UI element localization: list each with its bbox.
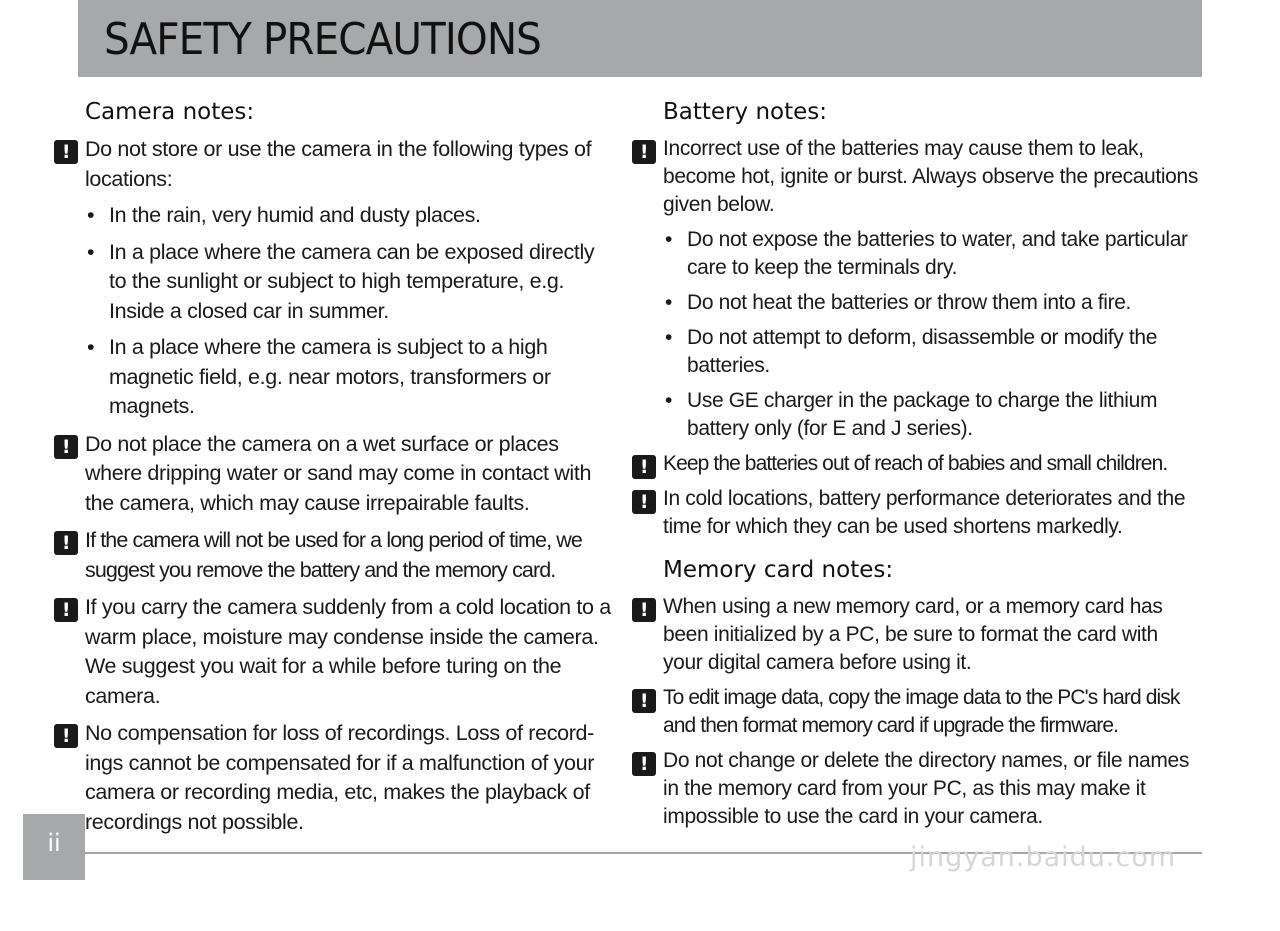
list-item: • In a place where the camera can be exposed directly to the sunlight or subject to high temperature, e.g. Inside a closed car in summer. — [85, 238, 616, 327]
camera-notes-title: Camera notes: — [85, 99, 255, 125]
note-text: Do not store or use the camera in the following types of locations: — [85, 137, 592, 191]
page-number: ii — [23, 814, 85, 880]
bullet-list — [663, 226, 1198, 443]
warning-icon: ! — [632, 490, 656, 514]
warning-icon: ! — [54, 598, 78, 622]
list-item: • In a place where the camera is subject to a high magnetic field, e.g. near motors, transformers or magnets. — [85, 333, 616, 422]
warning-icon: ! — [54, 140, 78, 164]
note-text: In cold locations, battery performance deteriorates and the time for which they can be used shortens markedly. — [663, 487, 1186, 538]
watermark: jingyan.baidu.com — [910, 842, 1177, 873]
warning-icon: ! — [632, 140, 656, 164]
note-text: No compensation for loss of recordings. Loss of record-ings cannot be compensated for if a malfunction of your camera or recording media, etc, makes the playback of recordings not possible. — [85, 721, 595, 834]
note-text: Keep the batteries out of reach of babies and small children. — [663, 452, 1168, 475]
memory-note — [632, 593, 1198, 677]
list-item: • Do not expose the batteries to water, and take particular care to keep the terminals dry. — [663, 226, 1198, 282]
memory-note — [632, 747, 1198, 831]
memory-note — [632, 684, 1198, 740]
note-text: If the camera will not be used for a long period of time, we suggest you remove the battery and the memory card. — [85, 528, 582, 582]
warning-icon: ! — [632, 598, 656, 622]
right-column — [632, 95, 1198, 838]
warning-icon: ! — [54, 435, 78, 459]
memory-card-notes-title: Memory card notes: — [663, 557, 894, 583]
battery-notes-title: Battery notes: — [663, 99, 827, 125]
camera-note — [54, 430, 616, 519]
page-header — [78, 0, 1202, 77]
note-text: Do not change or delete the directory names, or file names in the memory card from your PC, as this may make it impossible to use the card in your camera. — [663, 749, 1189, 828]
list-item: • In the rain, very humid and dusty places. — [85, 201, 616, 231]
list-item: • Do not attempt to deform, disassemble or modify the batteries. — [663, 324, 1198, 380]
list-item: • Do not heat the batteries or throw them into a fire. — [663, 289, 1198, 317]
note-text: To edit image data, copy the image data to the PC's hard disk and then format memory card if upgrade the firmware. — [663, 686, 1180, 737]
warning-icon: ! — [54, 724, 78, 748]
note-text: If you carry the camera suddenly from a cold location to a warm place, moisture may condense inside the camera. We suggest you wait for a while before turing on the camera. — [85, 595, 611, 708]
page-title: SAFETY PRECAUTIONS — [104, 14, 541, 65]
warning-icon: ! — [632, 455, 656, 479]
warning-icon: ! — [54, 531, 78, 555]
bullet-list — [85, 201, 616, 422]
list-item: • Use GE charger in the package to charge the lithium battery only (for E and J series). — [663, 387, 1198, 443]
battery-note — [632, 135, 1198, 443]
note-text: Incorrect use of the batteries may cause them to leak, become hot, ignite or burst. Always observe the precautions given below. — [663, 137, 1198, 216]
camera-note — [54, 526, 616, 585]
camera-note — [54, 719, 616, 837]
battery-note — [632, 485, 1198, 541]
camera-note — [54, 593, 616, 711]
left-column — [54, 95, 616, 845]
camera-note — [54, 135, 616, 422]
note-text: When using a new memory card, or a memory card has been initialized by a PC, be sure to format the card with your digital camera before using it. — [663, 595, 1163, 674]
warning-icon: ! — [632, 752, 656, 776]
warning-icon: ! — [632, 689, 656, 713]
battery-note — [632, 450, 1198, 478]
note-text: Do not place the camera on a wet surface or places where dripping water or sand may come in contact with the camera, which may cause irrepairable faults. — [85, 431, 592, 515]
